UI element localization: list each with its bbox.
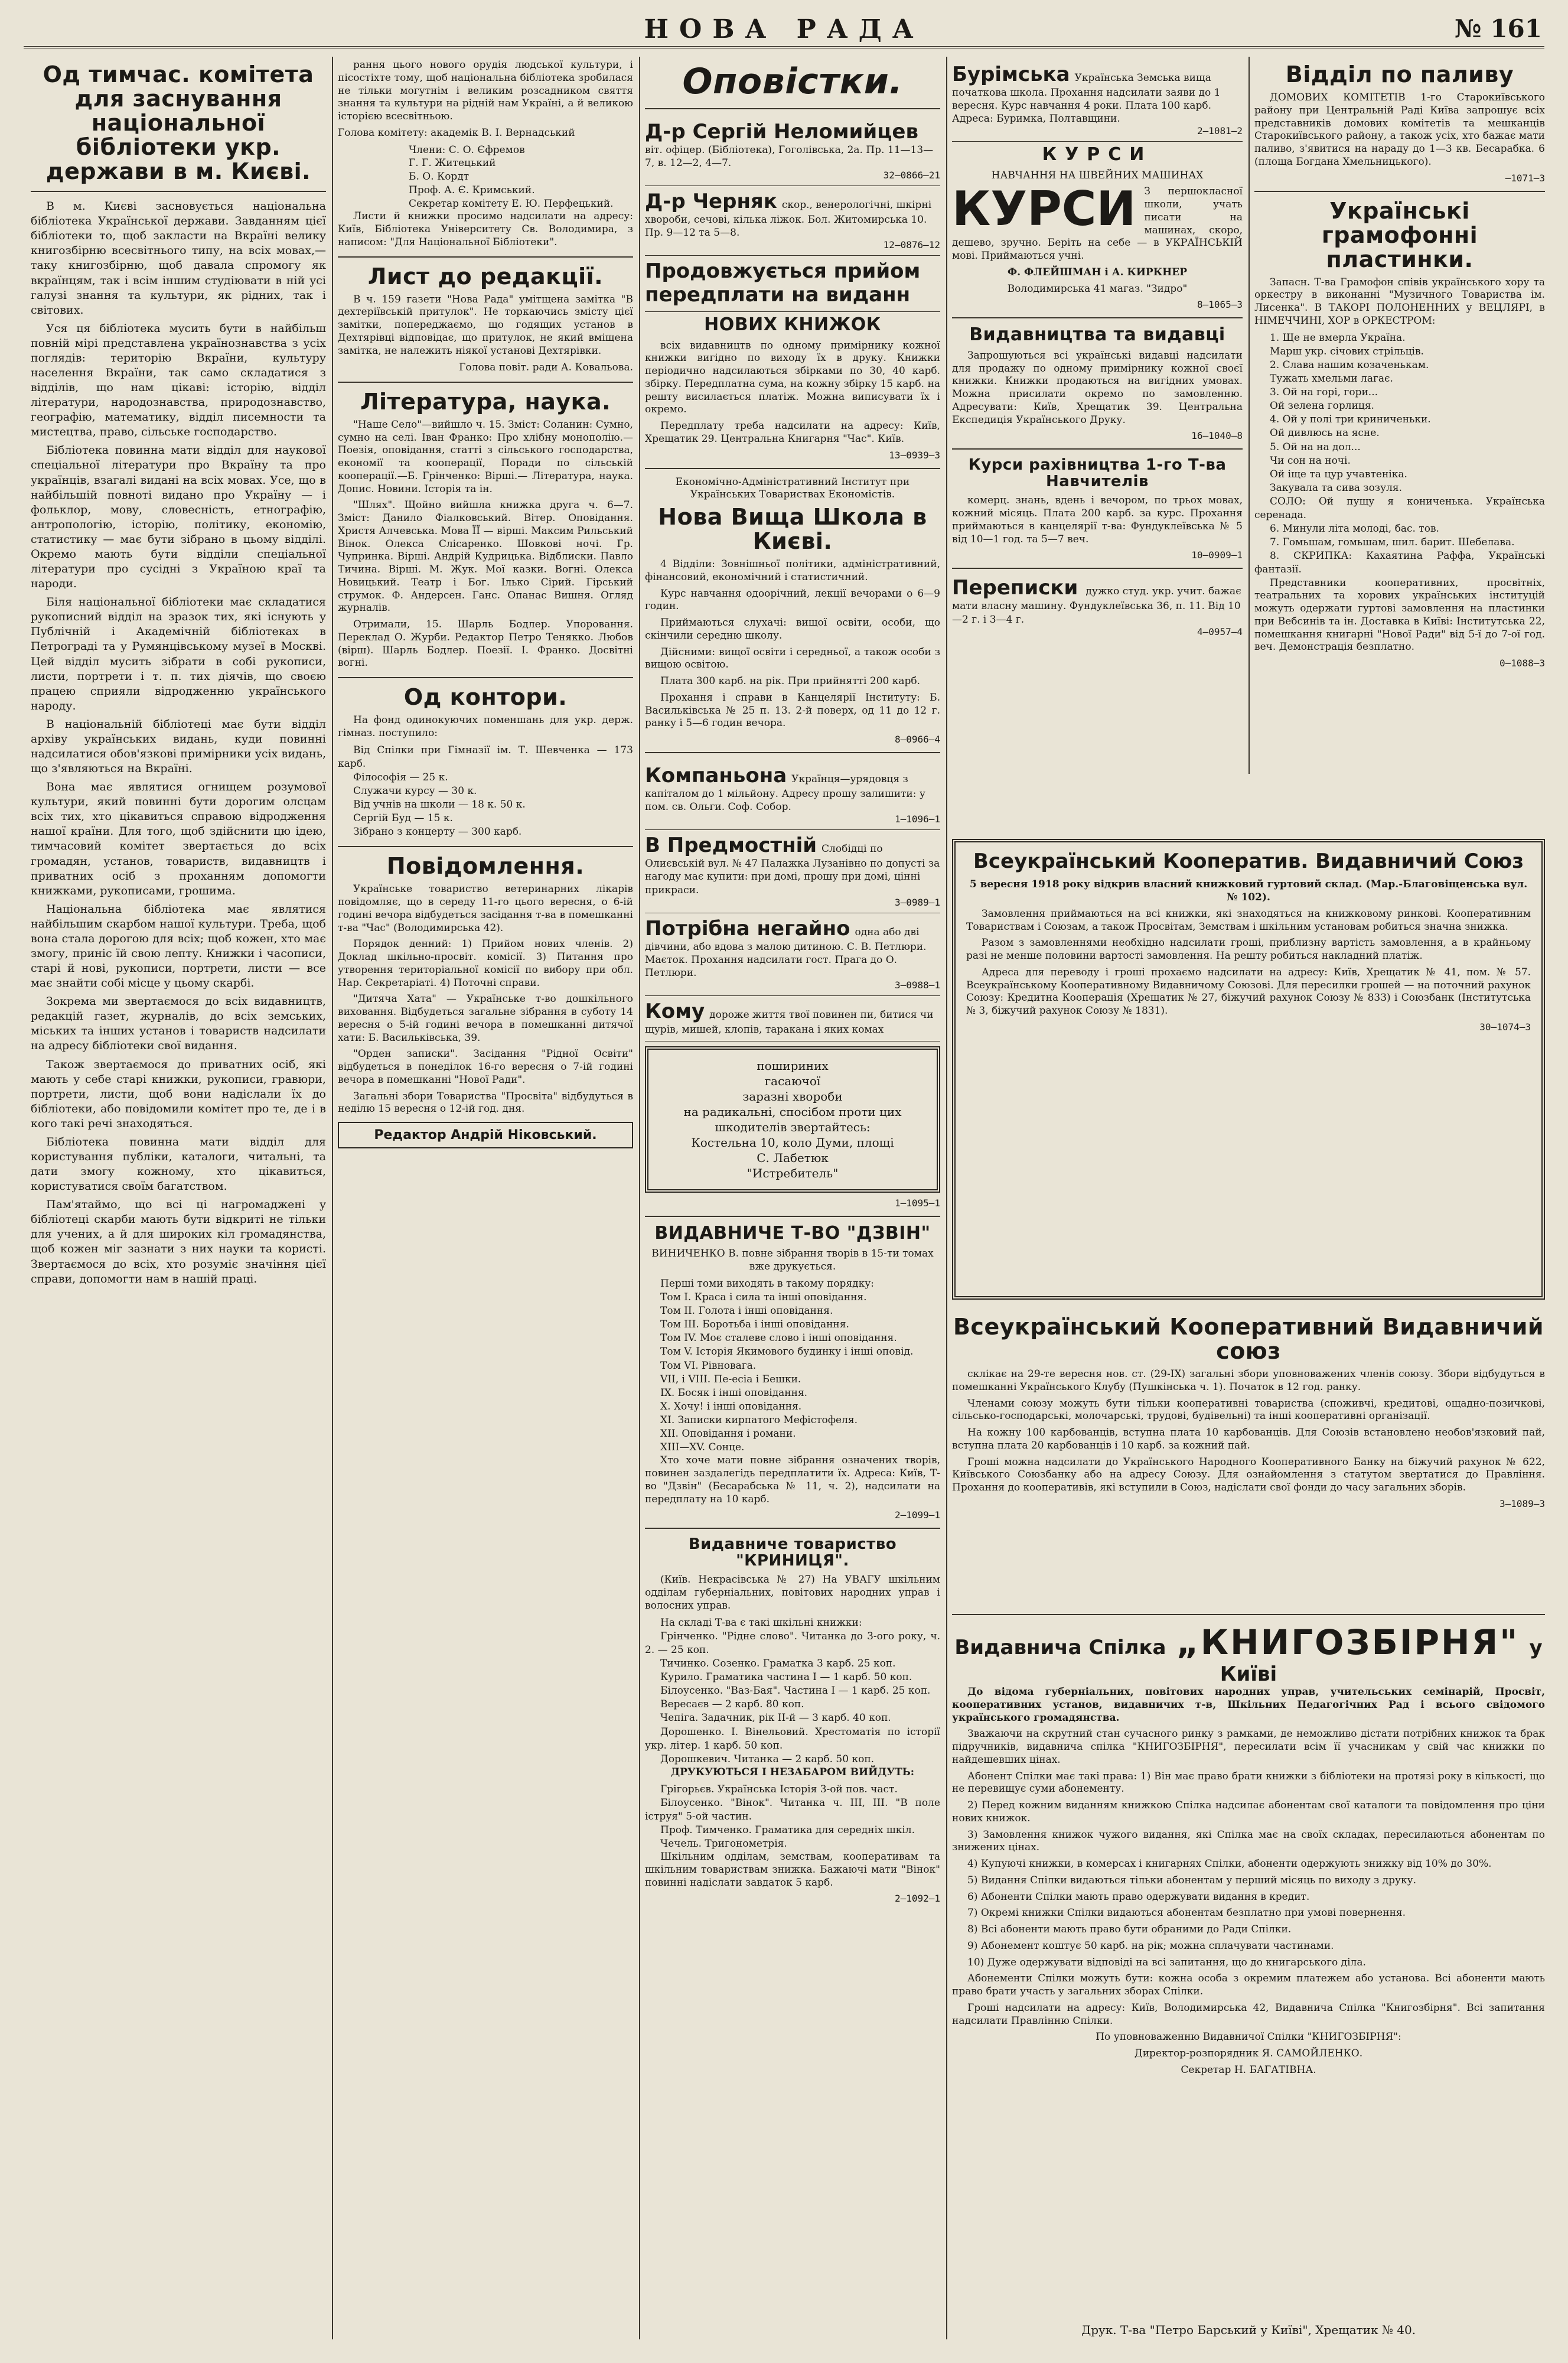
knyhozbirnia-paragraph: 10) Дуже одержувати відповіді на всі запитання, що до книгарського діла. [967,1956,1366,1968]
ad-code: —1071—3 [1505,172,1545,184]
dzvin-volume: Том IV. Моє сталеве слово і інші оповідання. [660,1332,897,1345]
school-paragraph: Прохання і справи в Канцелярії Інституту: Б. Васильківська № 25 п. 13. 2-й поверх, од 11 до 12 г. ранку і 5—6 годин вечора. [645,691,940,730]
ad-code: 30—1074—3 [1479,1021,1531,1033]
exterminator-line: заразні хвороби [742,1089,843,1104]
knyhozbirnia-heading [952,1622,1545,1686]
classified-ad [645,116,940,186]
article-paragraph: Вона має являтися огнищем розумової культури, який повинні бути дорогим олсцам всіх тих, хто цікавиться справою відродження нашої країни. Для того, щоб здійснити цю ідею, тимчасовий комітет звертається до всіх громадян, установ, товариств, видавництв і приватних осіб з проханням допомогти книжками, рукописами, грошима. [31,780,326,897]
ad-code: 3—0988—1 [894,979,940,991]
fuel-heading: Відділ по паливу [1285,61,1514,87]
record-title: 1. Ще не вмерла Україна. [1270,331,1406,344]
ad-code: 0—1088—3 [1499,658,1545,669]
krynytsia-upcoming: Грігорьєв. Українська Історія 3-ой пов. част. [660,1783,898,1795]
knyhozbirnia-paragraph: 8) Всі абоненти мають право бути обраними до Ради Спілки. [967,1923,1292,1935]
classified-ad [645,996,940,1041]
ad-code: 4—0957—4 [1197,626,1243,637]
address-note: Листи й книжки просимо надсилати на адресу: Київ, Бібліотека Університету Св. Володимира, з написом: "Для Національної Бібліотеки". [338,210,633,248]
knyhozbirnia-signer: По уповноваженню Видавничої Спілки "КНИГОЗБІРНЯ": [1096,2031,1401,2043]
exterminator-line: на радикальні, спосібом проти цих [683,1104,902,1119]
fuel-text: ДОМОВИХ КОМІТЕТІВ 1-го Старокиївського району при Центральній Раді Київа запрошує всіх представників домових комітетів та мешканців Старокиївського району, а також усіх, хто бажає мати паливо, з'явитися на нараду до 1—3 кв. Бесарабка. 6 (площа Богдана Хмельницького). [1254,92,1545,168]
article-paragraph: Біля національної бібліотеки має складатися рукописний відділ на зразок тих, які існують у Публічній і Академічній бібліотеках в Петрограді та у Румянцівському музеї в Москві. Цей відділ мусить зібрати в собі рукописи, листи, портрети і т. п. тих діячів, що своєю працею сприяли відродженню українського народу. [31,595,326,712]
record-title: Марш укр. січових стрільців. [1270,345,1424,357]
classified-ad [645,760,940,830]
record-title: Тужать хмельми лагає. [1270,372,1393,385]
knyhozbirnia-paragraph: Гроші надсилати на адресу: Київ, Володимирська 42, Видавнича Спілка "Книгозбірня". Всі запитання надсилати Правлінню Спілки. [952,2001,1545,2027]
exterminator-ad-text [659,1058,926,1181]
column-misc [338,59,633,2339]
knyhozbirnia-paragraph: Абонент Спілки має такі права: 1) Він має право брати книжки з бібліотеки на протязі року в кількості, що не перевищує суми абонементу. [952,1770,1545,1795]
coop-publishing-paragraph: склікає на 29-те вересня нов. ст. (29-IX) загальні збори уповноважених членів союзу. Збори відбудуться в помешканні Українського Клубу (Пушкінська ч. 1). Початок в 12 год. ранку. [952,1368,1545,1393]
accounting-courses-text: комерц. знань, вдень і вечором, по трьох мовах, кожний місяць. Плата 200 карб. за курс. Прохання приймаються в канцелярії т-ва: Фундуклеївська № 5 від 10—1 год. та 5—7 веч. [952,494,1243,545]
article-paragraph: В національній бібліотеці має бути відділ архіву українських видань, куди повинні надсилатися обов'язкові примірники усіх видань, що з'являються на Вкраїні. [31,717,326,776]
classified-ad-name: Потрібна негайно [645,916,850,940]
accounting-courses-heading: Курси рахівництва 1-го Т-ва Навчителів [968,456,1227,491]
dzvin-note: Хто хоче мати повне зібрання означених творів, повинен заздалегідь передплатити їх. Адреса: Київ, Т-во "Дзвін" (Бесарабська № 11, ч. 2), надсилати на передплату на 10 карб. [645,1454,940,1505]
exterminator-line: С. Лабетюк [757,1150,829,1165]
coop-publishing-paragraph: Гроші можна надсилати до Українського Народного Кооперативного Банку на біжучий рахунок № 622, Київського Союзбанку або на адресу Союзу. Для ознайомлення з статутом звертатися до Правління. Прохання до кооперативів, які вступили в Союз, надіслати свої фонди до часу загальних зборів. [952,1456,1545,1494]
ad-code: 8—0966—4 [894,734,940,746]
krynytsia-book: Чепіга. Задачник, рік II-й — 3 карб. 40 коп. [660,1712,891,1724]
column-library-article [31,59,326,2339]
article-paragraph: Пам'ятаймо, що всі ці нагромаджені у бібліотеці скарби мають бути відкриті не тільки для учених, а й для широких кіл громадянства, щоб кожен міг зазнати з них науки та користі. Звертаємося до всіх, хто розуміє значіння цієї справи, допомогти нам в нашій праці. [31,1198,326,1285]
exterminator-line: Костельна 10, коло Думи, площі [691,1135,894,1150]
coop-union-paragraph: Адреса для переводу і гроші прохаємо надсилати на адресу: Київ, Хрещатик № 41, пом. № 57. Всеукраїнському Кооперативному Видавничому Союзові. Для пересилки грошей — на поточний рахунок Союзу: Кредитна Кооперація (Хрещатик № 27, біжучий рахунок Союзу № 833) і Союзбанк (Інститутська № 3, біжучий рахунок Союзу № 1831). [966,966,1531,1017]
krynytsia-note: Шкільним одділам, земствам, кооперативам та шкільним товариствам знижка. Бажаючі мати "Вінок" повинні надіслати завдаток 5 карб. [645,1851,940,1889]
column-rule [332,57,333,2339]
divider [952,317,1243,318]
krynytsia-book: Дорошенко. І. Вінельовий. Хрестоматія по історії укр. літер. 1 карб. 50 коп. [645,1726,940,1752]
dzvin-volume: XIII—XV. Сонце. [660,1441,745,1454]
ad-code: 10—0909—1 [1191,549,1243,561]
krynytsia-upcoming: Білоусенко. "Вінок". Читанка ч. III, III. "В поле іструя" 5-ой частин. [645,1796,940,1822]
coop-publishing-union [952,1311,1545,1595]
dzvin-sub: ВИНИЧЕНКО В. повне зібрання творів в 15-ти томах вже друкується. [651,1248,934,1273]
announcement-paragraph: "Дитяча Хата" — Українське т-во дошкільного виховання. Відбудеться загальне зібрання в суботу 14 вересня о 5-ій годині вечора в помешканні дитячої хати: Б. Васильківська, 39. [338,993,633,1044]
knyhozbirnia-paragraph: 9) Абонемент коштує 50 карб. на рік; можна сплачувати частинами. [967,1939,1334,1952]
classified-ad-name: Д-р Черняк [645,189,777,213]
exterminator-line: "Истребитель" [746,1166,839,1180]
exterminator-ad-box [645,1046,940,1193]
donation-list [338,744,633,839]
krynytsia-book: Тичинко. Созенко. Граматка 3 карб. 25 коп. [660,1658,896,1670]
knyhozbirnia-paragraph: Абонементи Спілки можуть бути: кожна особа з окремим платежем або установа. Всі абоненти мають право брати участь у загальних зборах Спілки. [952,1973,1545,1997]
classified-ad-name: Компаньона [645,764,787,788]
dzvin-volume: Том V. Історія Якимового будинку і інші оповід. [660,1346,914,1358]
literature-paragraph: "Шлях". Щойно вийшла книжка друга ч. 6—7. Зміст: Данило Фіалковський. Вітер. Оповідання. Христя Алчевська. Мова ЇЇ — вірші. Максим Рильський Вінок. Олекса Слісаренко. Шовкові ночі. Гр. Чупринка. Вірші. Андрій Кудрицька. Відблиски. Павло Тичина. Вірші. М. Жук. Мої казки. Вогні. Олекса Новицький. Театр і Бог. Ілько Сірий. Гірський струмок. Ф. Андерсен. Ганс. Опанас Вишня. Огляд журналів. [338,499,633,614]
krynytsia-upcoming: Проф. Тимченко. Граматика для середніх шкіл. [660,1824,915,1836]
coop-union-paragraph: Замовлення приймаються на всі книжки, які знаходяться на книжковому ринкові. Кооперативним Товариствам і Союзам, а також Просвітам, Земствам і шкільним установам робиться значна знижка. [966,907,1531,933]
knyhozbirnia-paragraph: Зважаючи на скрутний стан сучасного ринку з рамками, де неможливо дістати потрібних книжок та брак підручників, видавнича спілка "КНИГОЗБІРНЯ", пересилати всім її учасникам у свій час книжки по найдешевших цінах. [952,1728,1545,1766]
coop-publishing-paragraph: Членами союзу можуть бути тільки кооперативні товариства (споживчі, кредитові, ощадно-позичкові, сільсько-господарські, молочарські, трудові, будівельні) та інші кооперативні організації. [952,1397,1545,1423]
committee-member: Секретар комітету Е. Ю. Перфецький. [409,197,614,210]
doctor-ads [645,116,940,312]
editor-credit: Редактор Андрій Ніковський. [338,1122,633,1148]
column-rule [639,57,640,2339]
record-title: 3. Ой на горі, гори... [1270,386,1378,399]
courses-top: КУРСИ [1042,144,1153,165]
donation-line: Зібрано з концерту — 300 карб. [353,826,522,838]
school-paragraph: Курс навчання одоорічний, лекції вечорами о 6—9 годин. [645,587,940,613]
exterminator-line: гасаючої [764,1073,821,1088]
issue-number: № 161 [1455,14,1542,43]
divider [645,752,940,753]
article-paragraph: Зокрема ми звертаємося до всіх видавництв, редакцій газет, журналів, до всіх земських, міських та інших установ і товариств надсилати на адресу бібліотеки свої видання. [31,995,326,1053]
knyhozbirnia-paragraph: 4) Купуючі книжки, в комерсах і книгарнях Спілки, абоненти одержують знижку від 10% до 30%. [967,1858,1492,1870]
courses-address: Володимирська 41 магаз. "Зидро" [1007,282,1188,295]
committee-member: Члени: С. О. Єфремов [409,144,525,156]
krynytsia-print-list [645,1783,940,1851]
article-paragraph: Бібліотека повинна мати відділ для наукової спеціальної літератури про Вкраїну та про українців, взагалі видані на всіх мовах. Усе, що в найбільшій повноті видано про Україну — і фольклор, мову, словесність, етнографію, антропологію, історію, політику, економію, статистику — має бути зібрано в цьому відділі. Окремо мають бути відділи спеціальної літератури про сусідні з Україною краї та народи. [31,444,326,591]
school-heading: Нова Вища Школа в Києві. [658,504,927,555]
coop-publishing-paragraph: На кожну 100 карбованців, вступна плата 10 карбованців. Для Союзів встановлено необов'язковий пай, вступна плата 20 карбованців і 10 карб. за кожний пай. [952,1427,1545,1451]
records-list [1254,331,1545,577]
literature-heading: Література, наука. [360,388,611,415]
knyhozbirnia-suffix: у Київі [1220,1636,1543,1686]
divider [338,846,633,847]
coop-union-body [966,908,1531,1018]
krynytsia-sub: (Київ. Некрасівська № 27) На УВАГУ шкільним одділам губерніальних, повітових народних управ і волосних управ. [645,1574,940,1612]
courses-line: НАВЧАННЯ НА ШВЕЙНИХ МАШИНАХ [991,169,1204,181]
office-heading: Од контори. [403,684,568,711]
record-title: 2. Слава нашим козаченькам. [1270,359,1429,371]
dzvin-list [645,1277,940,1454]
donation-line: Від учнів на школи — 18 к. 50 к. [353,799,526,811]
typist-ad [952,576,1243,626]
knyhozbirnia-name: „КНИГОЗБІРНЯ" [1176,1622,1520,1662]
record-title: Закувала та сива зозуля. [1270,481,1403,494]
ad-code: 16—1040—8 [1191,430,1243,442]
divider [952,1614,1545,1615]
classified-ad-text: Українська Земська вища початкова школа. Прохання надсилати заяви до 1 вересня. Курс навчання 4 роки. Плата 100 карб. Адреса: Буримка, Полтавщини. [952,72,1221,125]
column-ads [645,59,940,2339]
classified-ad [645,830,940,913]
classified-ad [645,256,940,312]
announcement-paragraph: Загальні збори Товариства "Просвіта" відбудуться в неділю 15 вересня о 12-ій год. дня. [338,1090,633,1115]
coop-union-box [952,839,1545,1300]
krynytsia-print-heading: ДРУКУЮТЬСЯ І НЕЗАБАРОМ ВИЙДУТЬ: [670,1766,914,1778]
krynytsia-upcoming: Чечель. Тригонометрія. [660,1838,787,1850]
ad-code: 1—1096—1 [894,813,940,825]
knyhozbirnia-paragraph: 3) Замовлення книжок чужого видання, які Спілка має на своїх складах, пересилаються абонентам по знижених цінах. [952,1828,1545,1854]
divider [645,1216,940,1217]
knyhozbirnia-paragraph: 2) Перед кожним виданням книжкою Спілка надсилає абонентам свої каталоги та повідомлення про ціни нових книжок. [952,1799,1545,1824]
krynytsia-book: На складі Т-ва є такі шкільні книжки: [660,1616,862,1629]
knyhozbirnia-secretary: Секретар Н. БАГАТІВНА. [1181,2063,1316,2076]
committee-members [338,144,633,211]
divider [645,468,940,469]
dzvin-volume: X. Хочу! і інші оповідання. [660,1400,802,1412]
divider [338,677,633,678]
coop-union-ad [952,839,1545,1300]
announcement-paragraph: "Орден записки". Засідання "Рідної Освіти" відбудеться в понеділок 16-го вересня о 7-ій годині вечора в помешканні "Нової Ради". [338,1048,633,1086]
literature-paragraph: "Наше Село"—вийшло ч. 15. Зміст: Соланин: Сумно, сумно на селі. Іван Франко: Про хлібну монополію.— Поезія, оповідання, статті з сільського господарства, економії та кооперації, Поради по сільській кооперації.—Б. Грінченко: Вірші.— Література, наука. Допис. Новини. Історія та ін. [338,418,633,495]
classified-ad-text: скор., венерологічні, шкірні хвороби, сечові, кілька ліжок. Бол. Житомирська 10. Пр. 9—12 та 5—8. [645,198,932,239]
dzvin-volume: IX. Босяк і інші оповідання. [660,1386,808,1399]
krynytsia-book: Курило. Граматика частина I — 1 карб. 50 коп. [660,1671,912,1684]
donation-line: Від Спілки при Гімназії ім. Т. Шевченка — 173 карб. [338,744,633,770]
column-rule [946,57,947,2339]
letter-signature: Голова повіт. ради А. Ковальова. [459,362,633,374]
records-note: Представники кооперативних, просвітніх, театральних та хорових українських інституцій можуть одержати гуртові замовлення на пластинки при Вебсинів та ін. Доставка в Київі: Інститутська 22, помешкання книгарні "Нової Ради" від 5-ї до 7-ої год. веч. Демонстрація безплатно. [1254,577,1545,653]
record-title: Ой зелена горлиця. [1270,400,1374,412]
krynytsia-book: Білоусенко. "Ваз-Бая". Частина I — 1 карб. 25 коп. [660,1685,931,1697]
dzvin-volume: Том III. Боротьба і інші оповідання. [660,1319,849,1331]
committee-member: Г. Г. Житецький [409,157,496,170]
new-books-address: Передплату треба надсилати на адресу: Київ, Хрещатик 29. Центральна Книгарня "Час". Київ. [645,420,940,445]
publishers-text: Запрошуються всі українські видавці надсилати для продажу по одному примірнику кожної своєї книжки. Книжки продаються на вигідних умовах. Можна присилати окремо по замовленню. Адресувати: Київ, Хрещатик 39. Центральна Експедиція Українського Друку. [952,349,1243,426]
dzvin-volume: Том VI. Рівновага. [660,1359,757,1372]
divider [31,191,326,192]
coop-union-heading: Всеукраїнський Кооператив. Видавничий Союз [973,849,1524,873]
knyhozbirnia-paragraph: 6) Абоненти Спілки мають право одержувати видання в кредит. [967,1890,1310,1903]
classified-ad-name: Продовжується прийом передплати на виданн [645,259,921,307]
school-body [645,558,940,730]
classified-ad [645,186,940,256]
record-title: Чи сон на ночі. [1270,454,1351,467]
divider [952,448,1243,450]
divider [338,382,633,383]
literature-body [338,419,633,670]
donation-line: Служачи курсу — 30 к. [353,785,477,797]
ad-code: 1—1095—1 [894,1197,940,1209]
letter-body: В ч. 159 газети "Нова Рада" умітщена замітка "В дехтеріївській притулок". Не торкаючись змісту цієї замітки, попереджаємо, що годящих установ в Дехтярівці відповідає, що притулок, не який вміщена замітка, не належить ніякої установі Дехтярівки. [338,293,633,357]
knyhozbirnia-paragraph: 7) Окремі книжки Спілки видаються абонентам безплатно при умові повернення. [967,1907,1406,1919]
dzvin-volume: Том I. Краса і сила та інші оповідання. [660,1291,867,1303]
record-title: 6. Минули літа молоді, бас. тов. [1270,523,1439,535]
article-paragraph: Також звертаємося до приватних осіб, які мають у себе старі книжки, рукописи, гравюри, портрети, листи, щоб вони надіслали їх до бібліотеки, або повідомили комітет про те, де і в кого такі речі знаходяться. [31,1057,326,1130]
divider [645,108,940,109]
knyhozbirnia-prefix: Видавнича Спілка [954,1636,1166,1659]
library-article-body [31,199,326,1287]
divider [645,1528,940,1529]
typist-ad-name: Переписки [952,576,1078,600]
donation-line: Сергій Буд — 15 к. [353,812,453,825]
record-title: 8. СКРИПКА: Кахаятина Раффа, Українські фантазії. [1254,550,1545,576]
coop-union-paragraph: Разом з замовленнями необхідно надсилати гроші, приблизну вартість замовлення, а в крайньому разі не менше половини вартості замовлення. На решту робиться накладний платіж. [966,937,1531,962]
classified-ad-text: віт. офіцер. (Бібліотека), Гоголівська, 2а. Пр. 11—13—7, в. 12—2, 4—7. [645,144,934,169]
school-paragraph: 4 Відділи: Зовнішньої політики, адміністративний, фінансовий, економічний і статистичний. [645,558,940,583]
record-title: СОЛО: Ой пущу я кониченька. Українська серенада. [1254,495,1545,522]
record-title: 5. Ой на на дол... [1270,441,1361,453]
small-ads [645,760,940,1041]
dzvin-heading: ВИДАВНИЧЕ Т-ВО "ДЗВІН" [654,1222,931,1244]
donation-line: Філософія — 25 к. [353,771,448,783]
ad-code: 3—1089—3 [1499,1498,1545,1509]
classified-ad-text: Слобідці по Олиєвській вул. № 47 Палажка Лузанівно по допусті за нагоду має купити: при домі, прошу при домі, цінні прикраси. [645,843,940,896]
classified-ad-name: Кому [645,999,705,1023]
article-paragraph: Бібліотека повинна мати відділ для користування публіки, каталоги, читальні, та дати змогу кожному, хто цікавиться, користуватися своїм багатством. [31,1135,326,1193]
divider [952,568,1243,569]
institute-intro: Економічно-Адміністративний Інститут при Українських Товариствах Економістів. [675,476,910,501]
dzvin-volume: XII. Оповідання і романи. [660,1428,796,1440]
dzvin-volume: Том II. Голота і інші оповідання. [660,1305,833,1317]
printer-imprint: Друк. Т-ва "Петро Барський у Київі", Хрещатик № 40. [1081,2323,1416,2337]
ads-heading: Оповістки. [682,61,903,102]
column-fuel-records [1254,59,1545,833]
committee-head: Голова комітету: академік В. І. Вернадський [338,126,575,139]
school-paragraph: Дійсними: вищої освіти і середньої, а також особи з вищою освітою. [645,646,940,671]
courses-contact: Ф. ФЛЕЙШМАН і А. КИРКНЕР [1008,266,1187,278]
school-ads [952,59,1243,142]
coop-publishing-heading: Всеукраїнський Кооперативний Видавничий союз [953,1314,1544,1365]
knyhozbirnia-body [952,1728,1545,2027]
ad-code: 2—1081—2 [1197,125,1243,137]
record-title: 4. Ой у полі три криниченьки. [1270,414,1431,426]
knyhozbirnia-ad [952,1607,1545,2316]
dzvin-volume: XI. Записки кирпатого Мефістофеля. [660,1414,858,1426]
knyhozbirnia-paragraph: 5) Видання Спілки видаються тільки абонентам у перший місяць по виходу з друку. [967,1874,1417,1886]
school-paragraph: Приймаються слухачі: вищої освіти, особи, що скінчили середню школу. [645,617,940,642]
ad-code: 2—1092—1 [894,1893,940,1905]
classified-ad-text: Українця—урядовця з капіталом до 1 мільйону. Адресу прошу залишити: у пом. св. Ольги. Соф. Собор. [645,773,925,813]
committee-member: Проф. А. Є. Кримський. [409,184,535,196]
record-title: Ой дивлюсь на ясне. [1270,427,1380,440]
courses-big-title: КУРСИ [952,181,1136,237]
ad-code: 3—0989—1 [894,896,940,908]
column-rule [1248,57,1250,774]
knyhozbirnia-director: Директор-розпорядник Я. САМОЙЛЕНКО. [1134,2048,1363,2059]
divider [1254,191,1545,192]
records-heading: Українські грамофонні пластинки. [1321,197,1478,272]
new-books-heading: НОВИХ КНИЖОК [704,314,881,336]
article-paragraph: В м. Києві засновується національна бібліотека Української держави. Завданням цієї бібліотеки то, щоб закласти на Вкраїні велику книгозбірню всесвітнього типу, на всіх мовах,—таку книгозбірню, щоб давала спромогу як вкраїнцям, так і всім іншим студіювати в ній усі галузі знання та культури, як рідних, так і світових. [31,200,326,317]
ad-code: 12—0876—12 [883,239,940,251]
ad-code: 8—1065—3 [1197,299,1243,311]
announcements-heading: Повідомлення. [386,853,585,880]
divider [338,256,633,258]
classified-ad-text: дороже життя твої повинен пи, битися чи щурів, мишей, клопів, таракана і яких комах [645,1008,934,1036]
new-books-text: всіх видавництв по одному примірнику кожної книжки вигідно по виходу їх в друку. Книжки періодично надсилаються збірками по 30, 40 карб. збірку. Передплатна сума, на кожну збірку 15 карб. на решту висилається платіж. Можна виписувати їх і окремо. [645,339,940,416]
masthead [24,11,1544,48]
classified-ad-name: В Предмостній [645,834,817,858]
column-courses [952,59,1243,833]
knyhozbirnia-intro: До відома губерніальних, повітових народних управ, учительських семінарій, Просвіт, кооперативних установ, видавничих т-в, Шкільних Педагогічних Рад і всього свідомого українського громадянства. [952,1686,1545,1724]
committee-member: Б. О. Кордт [409,171,470,183]
office-intro: На фонд одинокуючих поменшань для укр. держ. гімназ. поступило: [338,714,633,739]
literature-paragraph: Отримали, 15. Шарль Бодлер. Упоровання. Переклад О. Журби. Редактор Петро Тенякко. Любов (вірш). Шарль Бодлер. Поезії. І. Франко. Досвітні вогні. [338,619,633,669]
dzvin-volume: Перші томи виходять в такому порядку: [660,1277,874,1290]
newspaper-title: НОВА РАДА [644,14,924,44]
classified-ad-name: Д-р Сергій Неломийцев [645,119,918,144]
krynytsia-book: Дорошкевич. Читанка — 2 карб. 50 коп. [660,1753,875,1765]
record-title: Ой іще та цур учавтеніка. [1270,468,1407,480]
announcement-paragraph: Українське товариство ветеринарних лікарів повідомляє, що в середу 11-го цього вересня, о 6-ій годині вечора відбудеться засідання т-ва в помешканні т-ва "Час" (Володимирська 42). [338,883,633,934]
exterminator-line: шкодителів звертайтесь: [715,1119,871,1134]
records-intro: Запасн. Т-ва Грамофон співів українського хору та оркестру в виконанні "Музичного Товариства ім. Лисенка". В ТАКОРІ ПОЛОНЕННИХ у ВЕЦЛЯРІ, в НІМЕЧЧИНІ, ХОР в ОРКЕСТРОМ: [1254,276,1545,327]
courses-text: З першокласної школи, учать писати на машинах, скоро, дешево, зручно. Беріть на себе — в УКРАЇНСЬКІЙ мові. Приймаються учні. [952,185,1243,262]
krynytsia-heading: Видавниче товариство "КРИНИЦЯ". [688,1535,897,1570]
classified-ad-name: Бурімська [952,63,1070,86]
typist-ad-text: дужко студ. укр. учит. бажає мати власну машину. Фундуклеївська 36, п. 11. Від 10—2 г. і 3—4 г. [952,585,1241,626]
library-article-heading: Од тимчас. комітета для заснування національної бібліотеки укр. держави в м. Києві. [43,61,314,185]
dzvin-volume: VII, і VIII. Пе-есіа і Бешки. [660,1373,801,1385]
record-title: 7. Гомьшам, гомьшам, шил. барит. Шебелава. [1270,536,1515,549]
coop-publishing-body [952,1368,1545,1495]
school-paragraph: Плата 300 карб. на рік. При прийнятті 200 карб. [660,675,921,688]
announcement-paragraph: Порядок денний: 1) Прийом нових членів. 2) Доклад шкільно-просвіт. комісії. 3) Питання про утворення територіальної комісії по вибору при обл. Нар. Секретаріаті. 4) Поточні справи. [338,938,633,989]
letter-heading: Лист до редакції. [367,263,604,289]
ad-code: 2—1099—1 [894,1509,940,1521]
article-paragraph: Уся ця бібліотека мусить бути в найбільш повній мірі представлена українознавства з усіх поглядів: територію Вкраїни, культуру населення Вкраїни, так само складатися з відділів, що нам цікаві: історію, відділ літератури, народознавства, природознавство, географію, математику, відділ писемности та мистецтва, право, сільське господарство. [31,321,326,439]
classified-ad-text: одна або дві дівчини, або вдова з малою дитиною. С. В. Петлюри. Маєток. Прохання надсилати гост. Прага до О. Петлюри. [645,926,927,979]
classified-ad [952,59,1243,142]
ad-code: 13—0939—3 [889,449,940,461]
coop-union-sub: 5 вересня 1918 року відкрив власний книжковий гуртовий склад. (Мар.-Благовіщенська вул. № 102). [969,878,1528,904]
ad-code: 32—0866—21 [883,169,940,181]
library-article-continued: рання цього нового орудія людської культури, і пісостіхте тому, щоб національна бібліотека зробилася не тільки могутнім і великим розсадником свяття знання та культури на рідній нам Україні, а й великою історією всесвітньою. [338,59,633,122]
exterminator-line: пошириних [757,1058,829,1073]
announcements-body [338,883,633,1116]
krynytsia-book: Грінченко. "Рідне слово". Читанка до 3-ого року, ч. 2. — 25 коп. [645,1630,940,1656]
article-paragraph: Національна бібліотека має являтися найбільшим скарбом нашої культури. Треба, щоб вона стала дорогою для всіх; щоб кожен, хто має змогу, приніс їй свою лепту. Книжки і часописи, старі й нові, рукописи, портрети, листи — все має знайти собі місце у цьому скарбі. [31,902,326,990]
krynytsia-list [645,1616,940,1766]
courses-block [952,181,1243,263]
classified-ad [645,913,940,996]
publishers-heading: Видавництва та видавці [969,324,1225,346]
krynytsia-book: Вересаєв — 2 карб. 80 коп. [660,1698,804,1711]
